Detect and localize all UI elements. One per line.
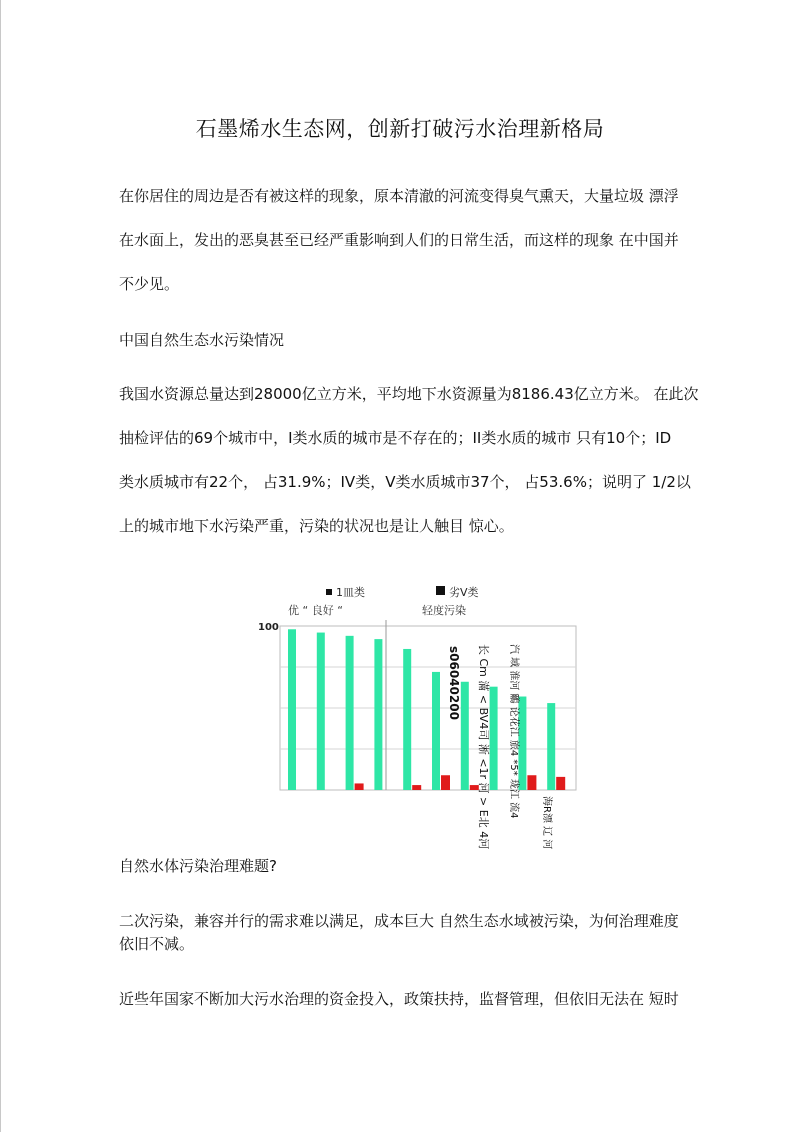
bar-class-5-below bbox=[527, 775, 536, 790]
bar-class-1-3 bbox=[317, 633, 325, 790]
bar-class-5-below bbox=[441, 775, 450, 790]
difficulty-line: 二次污染，兼容并行的需求难以满足，成本巨大 自然生态水域被污染，为何治理难度 bbox=[119, 912, 679, 930]
intro-line: 不少见。 bbox=[119, 275, 180, 293]
category-label: s06040200 bbox=[447, 646, 461, 720]
difficulty-paragraph bbox=[119, 910, 689, 956]
difficulty-line: 依旧不减。 bbox=[119, 935, 195, 953]
bar-class-1-3 bbox=[288, 629, 296, 790]
stats-line: 抽检评估的69个城市中，I类水质的城市是不存在的；II类水质的城市 只有10个；ID bbox=[119, 429, 672, 447]
bar-class-5-below bbox=[412, 785, 421, 790]
bar-class-1-3 bbox=[374, 639, 382, 790]
category-label: 汽 域 淮河 鸍 论花江 旅4 *5* 珑江 流4 bbox=[508, 644, 519, 819]
page-title: 石墨烯水生态网，创新打破污水治理新格局 bbox=[195, 117, 605, 141]
bar-class-1-3 bbox=[461, 682, 469, 790]
intro-paragraph bbox=[119, 174, 689, 306]
stats-line: 上的城市地下水污染严重，污染的状况也是让人触目 惊心。 bbox=[119, 517, 514, 535]
bar-class-1-3 bbox=[547, 703, 555, 790]
bar-class-5-below bbox=[556, 777, 565, 790]
legend-label: 劣V类 bbox=[449, 586, 479, 599]
category-label: 长 Cm 滿 < BV4司 淅 <1r 河 > E北 4河 bbox=[477, 644, 490, 850]
stats-line: 我国水资源总量达到28000亿立方米，平均地下水资源量为8186.43亿立方米。 在此次 bbox=[119, 385, 699, 403]
intro-line: 在你居住的周边是否有被这样的现象，原本清澈的河流变得臭气熏天，大量垃圾 漂浮 bbox=[119, 187, 679, 205]
group-label-light-pollution: 轻度污染 bbox=[422, 604, 466, 617]
section-heading-pollution: 中国自然生态水污染情况 bbox=[119, 331, 285, 349]
y-tick-label: 100 bbox=[258, 622, 279, 633]
bar-class-5-below bbox=[355, 783, 364, 790]
last-paragraph-line: 近些年国家不断加大污水治理的资金投入，政策扶持，监督管理，但依旧无法在 短时 bbox=[119, 990, 679, 1008]
chart-plot bbox=[258, 578, 588, 850]
bar-class-1-3 bbox=[346, 636, 354, 790]
water-quality-chart bbox=[258, 578, 588, 850]
section-heading-difficulty: 自然水体污染治理难题? bbox=[119, 857, 277, 875]
intro-line: 在水面上，发出的恶臭甚至已经严重影响到人们的日常生活，而这样的现象 在中国并 bbox=[119, 231, 679, 249]
legend-label: 1皿类 bbox=[336, 586, 365, 599]
group-label-good: 优 “ 良好 “ bbox=[288, 604, 343, 617]
stats-paragraph bbox=[119, 372, 699, 548]
page-edge bbox=[0, 0, 1, 1132]
category-label: 海R漂 辽 河 bbox=[541, 796, 552, 850]
bar-class-1-3 bbox=[403, 649, 411, 790]
stats-line: 类水质城市有22个， 占31.9%；IV类，V类水质城市37个， 占53.6%；说明了 1/2以 bbox=[119, 473, 691, 491]
bar-class-1-3 bbox=[432, 672, 440, 790]
